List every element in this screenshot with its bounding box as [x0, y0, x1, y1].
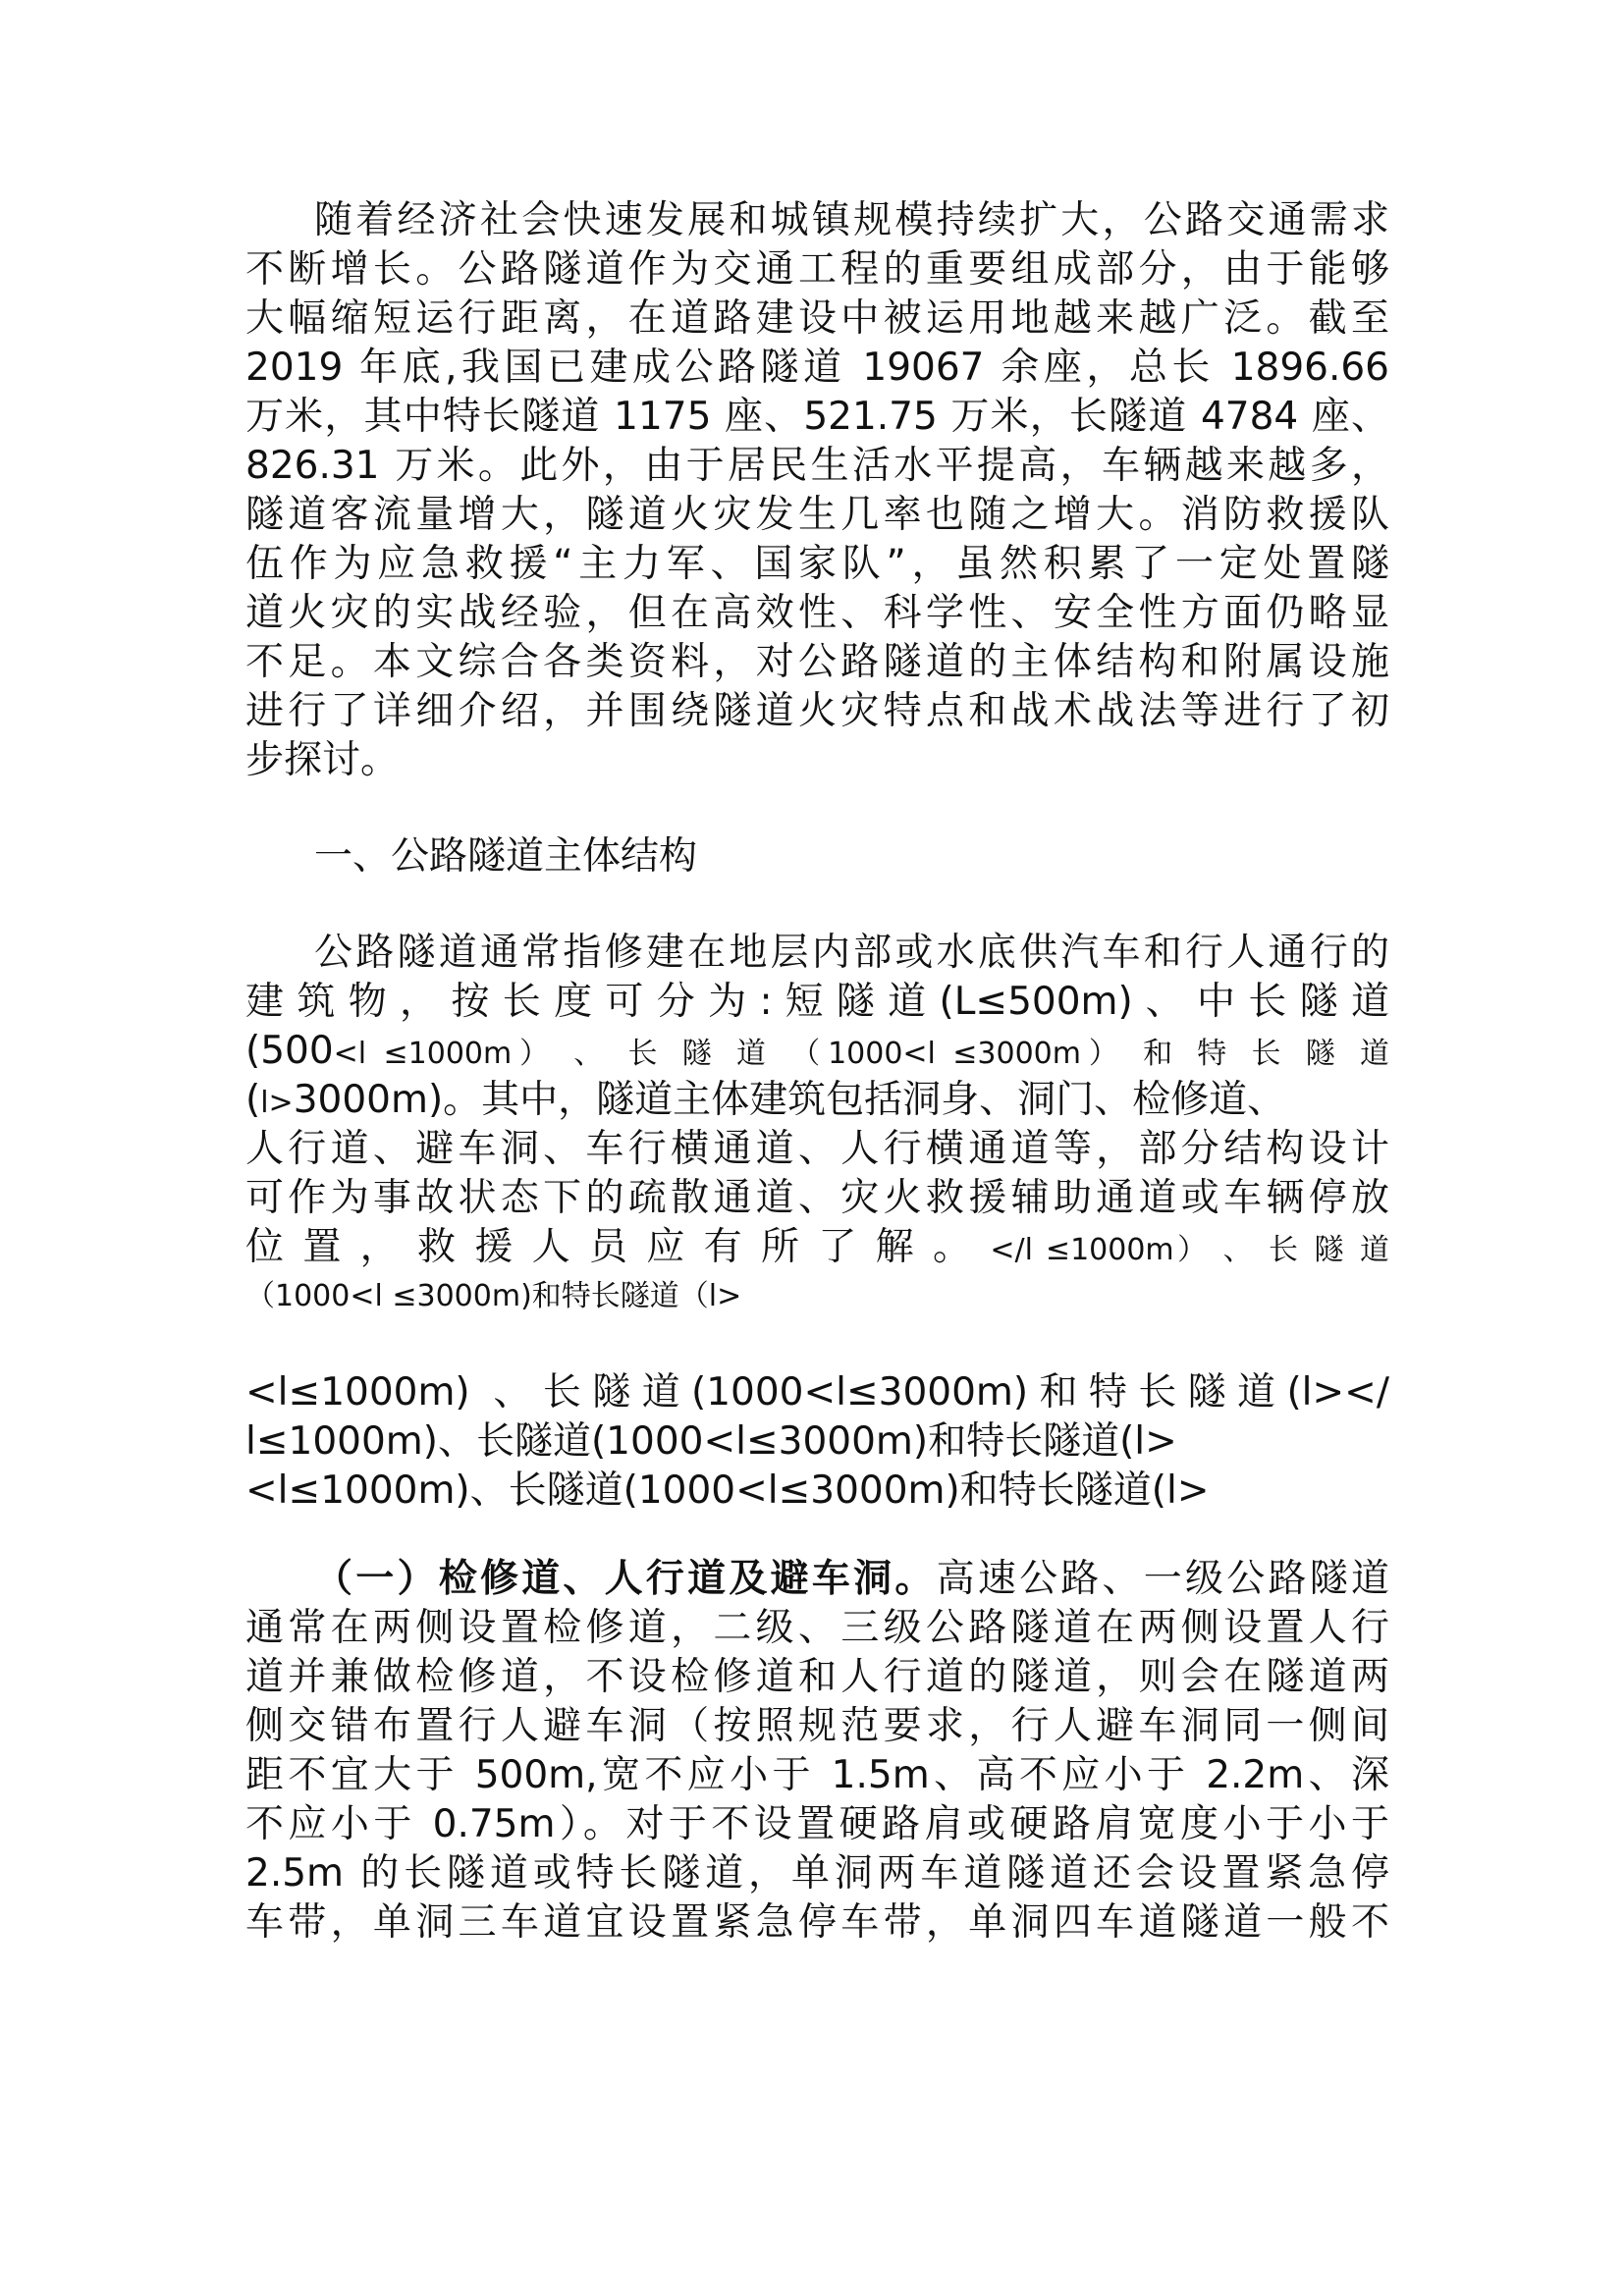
paragraph-line: 2019 年底,我国已建成公路隧道 19067 余座，总长 1896.66	[245, 346, 1389, 390]
paragraph-line: 不应小于 0.75m）。对于不设置硬路肩或硬路肩宽度小于小于	[245, 1802, 1389, 1846]
paragraph-line: 万米，其中特长隧道 1175 座、521.75 万米，长隧道 4784 座、	[245, 395, 1389, 439]
paragraph-line: 车带，单洞三车道宜设置紧急停车带，单洞四车道隧道一般不	[245, 1900, 1389, 1945]
paragraph-line: 隧道客流量增大，隧道火灾发生几率也随之增大。消防救援队	[245, 493, 1389, 537]
paragraph-line: （1000<l ≤3000m)和特长隧道（l>	[245, 1279, 742, 1313]
paragraph-line: 随着经济社会快速发展和城镇规模持续扩大，公路交通需求	[314, 198, 1389, 242]
paragraph-line: 距不宜大于 500m,宽不应小于 1.5m、高不应小于 2.2m、深	[245, 1753, 1389, 1797]
text-run-small: l>	[260, 1086, 294, 1120]
paragraph-line: 道并兼做检修道，不设检修道和人行道的隧道，则会在隧道两	[245, 1655, 1389, 1699]
paragraph-line: 建 筑 物 ， 按 长 度 可 分 为 : 短 隧 道 (L≤500m) 、 中 长 隧 道	[245, 980, 1389, 1024]
paragraph-line	[245, 1076, 1389, 1125]
paragraph-line: 不足。本文综合各类资料，对公路隧道的主体结构和附属设施	[245, 640, 1389, 684]
text-run: (500	[245, 1029, 334, 1073]
paragraph-line	[245, 1027, 1389, 1076]
paragraph-line: 通常在两侧设置检修道，二级、三级公路隧道在两侧设置人行	[245, 1606, 1389, 1650]
paragraph-line: <l≤1000m)、长隧道(1000<l≤3000m)和特长隧道(l>	[245, 1468, 1210, 1513]
paragraph-line: 可作为事故状态下的疏散通道、灾火救援辅助通道或车辆停放	[245, 1176, 1389, 1220]
paragraph-line: 不断增长。公路隧道作为交通工程的重要组成部分，由于能够	[245, 247, 1389, 292]
paragraph-line: 侧交错布置行人避车洞（按照规范要求，行人避车洞同一侧间	[245, 1704, 1389, 1748]
text-run-small: </l ≤1000m） 、 长 隧 道	[990, 1233, 1389, 1267]
document-page	[245, 196, 1389, 1948]
paragraph-line: 826.31 万米。此外，由于居民生活水平提高，车辆越来越多，	[245, 444, 1389, 488]
paragraph-line: 大幅缩短运行距离，在道路建设中被运用地越来越广泛。截至	[245, 296, 1389, 341]
subsection-heading: （一）检修道、人行道及避车洞。	[314, 1557, 937, 1601]
text-run-small: <l ≤1000m） 、 长 隧 道 （1000<l ≤3000m） 和 特 长 隧 道	[333, 1037, 1389, 1071]
paragraph-line: 伍作为应急救援“主力军、国家队”，虽然积累了一定处置隧	[245, 542, 1389, 586]
text-run: 高速公路、一级公路隧道	[936, 1557, 1389, 1601]
structure-paragraph	[245, 929, 1389, 1321]
text-run: 位 置 ， 救 援 人 员 应 有 所 了 解 。	[245, 1225, 991, 1269]
text-run: 3000m)。其中，隧道主体建筑包括洞身、洞门、检修道、	[293, 1078, 1286, 1122]
garbled-fragment-block	[245, 1368, 1389, 1516]
paragraph-line	[245, 1555, 1389, 1604]
paragraph-line: l≤1000m)、长隧道(1000<l≤3000m)和特长隧道(l>	[245, 1419, 1177, 1464]
intro-paragraph	[245, 196, 1389, 785]
paragraph-line: 人行道、避车洞、车行横通道、人行横通道等，部分结构设计	[245, 1127, 1389, 1171]
paragraph-line: 2.5m 的长隧道或特长隧道，单洞两车道隧道还会设置紧急停	[245, 1851, 1389, 1896]
paragraph-line: <l≤1000m) 、长隧道(1000<l≤3000m)和特长隧道(l></	[245, 1370, 1389, 1415]
paragraph-line: 道火灾的实战经验，但在高效性、科学性、安全性方面仍略显	[245, 591, 1389, 635]
section-heading: 一、公路隧道主体结构	[314, 834, 698, 879]
text-run: (	[245, 1078, 261, 1122]
paragraph-line: 进行了详细介绍，并围绕隧道火灾特点和战术战法等进行了初	[245, 689, 1389, 733]
paragraph-line: 步探讨。	[245, 738, 400, 782]
paragraph-line: 公路隧道通常指修建在地层内部或水底供汽车和行人通行的	[314, 931, 1389, 975]
maintenance-walkway-paragraph	[245, 1555, 1389, 1948]
paragraph-line	[245, 1223, 1389, 1272]
